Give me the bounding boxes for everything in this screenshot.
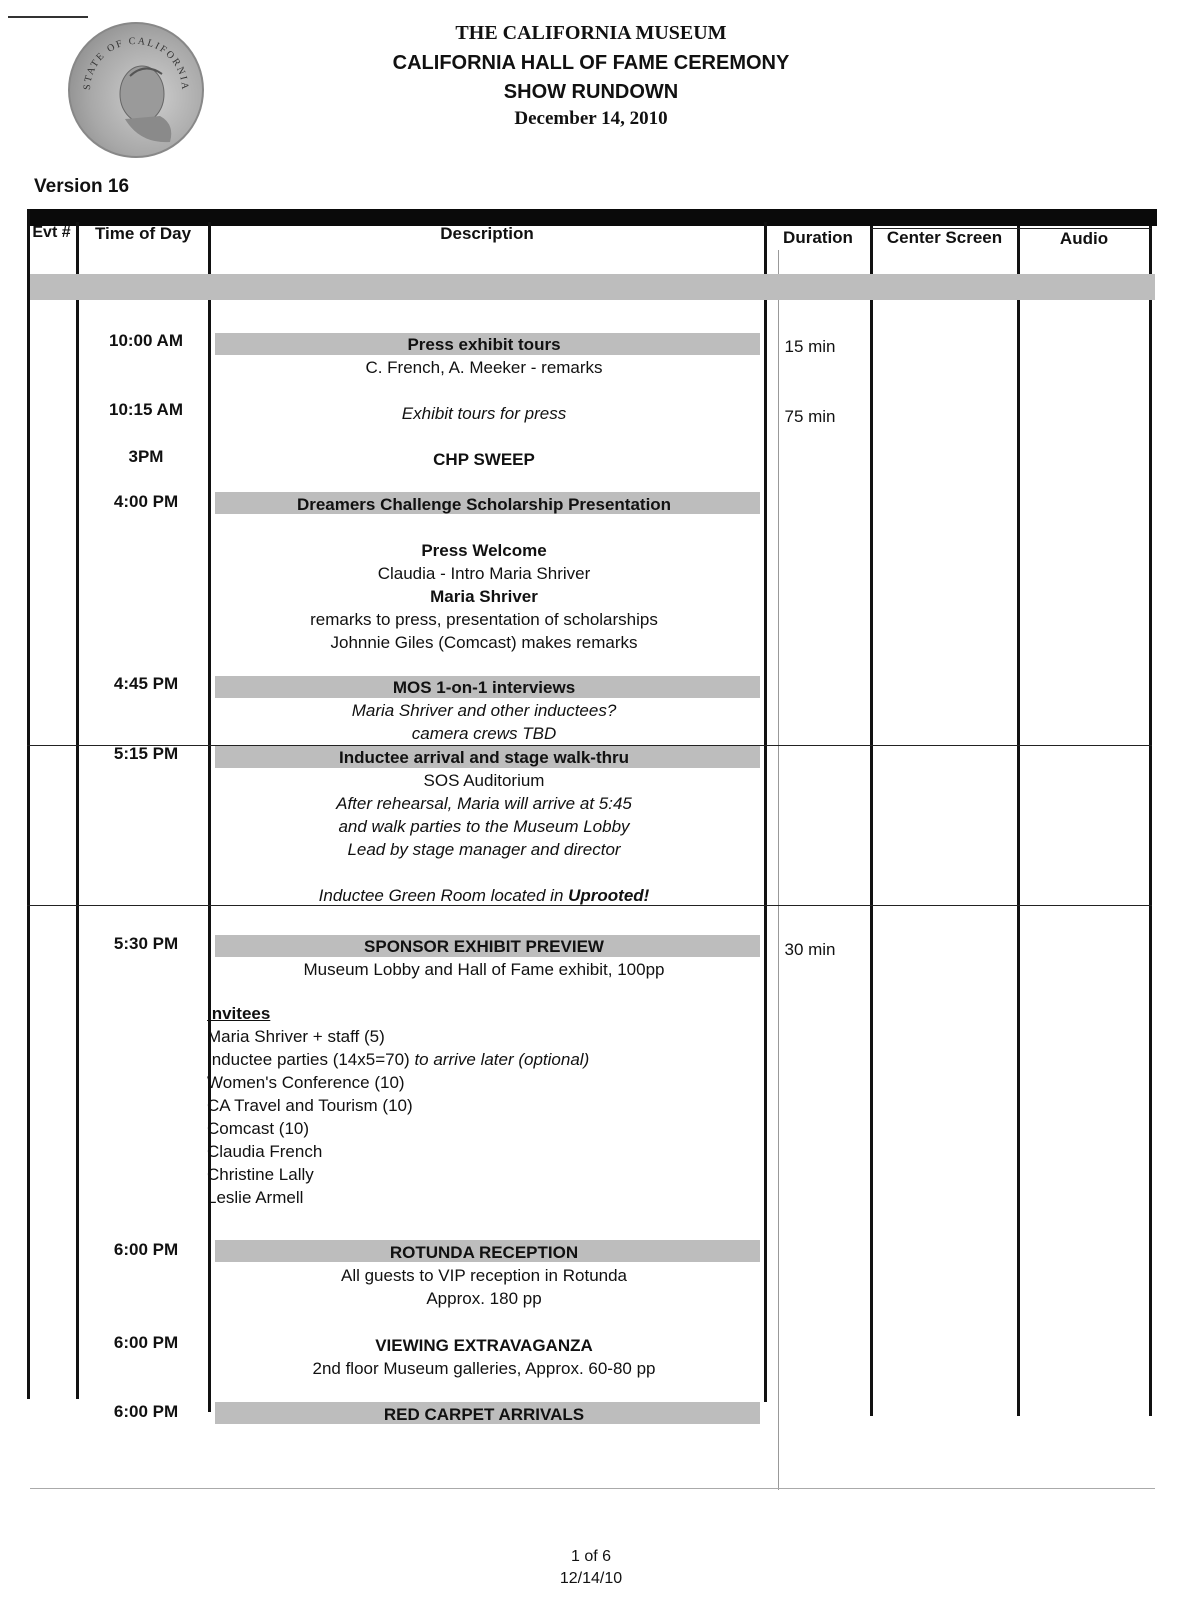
row-title: Dreamers Challenge Scholarship Presentation xyxy=(296,495,672,514)
row-title: RED CARPET ARRIVALS xyxy=(383,1405,585,1424)
row-time: 3PM xyxy=(128,447,164,466)
invitees-heading: Invitees xyxy=(207,1004,271,1023)
row-detail: All guests to VIP reception in Rotunda xyxy=(340,1266,628,1285)
row-time: 10:00 AM xyxy=(108,331,183,350)
invitee-item: CA Travel and Tourism (10) xyxy=(207,1096,413,1115)
seal-text: STATE OF CALIFORNIA xyxy=(81,35,191,92)
table-border-left xyxy=(27,209,30,1399)
invitee-item: Christine Lally xyxy=(207,1165,314,1184)
row-title: VIEWING EXTRAVAGANZA xyxy=(375,1336,593,1355)
col-divider-duration xyxy=(870,226,873,1416)
invitee-item: Women's Conference (10) xyxy=(207,1073,405,1092)
row-detail: After rehearsal, Maria will arrive at 5:45 xyxy=(336,794,632,813)
row-detail: camera crews TBD xyxy=(411,724,557,743)
row-duration: 75 min xyxy=(784,407,836,426)
row-duration: 30 min xyxy=(784,940,836,959)
row-detail: Johnnie Giles (Comcast) makes remarks xyxy=(330,633,638,652)
col-divider-desc xyxy=(764,222,767,1402)
row-time: 6:00 PM xyxy=(113,1240,179,1259)
col-header-audio: Audio xyxy=(1059,229,1109,248)
row-time: 4:00 PM xyxy=(113,492,179,511)
col-header-evt: Evt # xyxy=(32,224,71,241)
museum-title: THE CALIFORNIA MUSEUM xyxy=(455,22,727,44)
table-border-right xyxy=(1149,226,1152,1416)
invitee-item: Maria Shriver + staff (5) xyxy=(207,1027,385,1046)
row-subtitle: Press Welcome xyxy=(421,541,547,560)
row-detail: and walk parties to the Museum Lobby xyxy=(338,817,630,836)
row-detail xyxy=(210,886,758,906)
table-bottom-ghost xyxy=(30,1488,1155,1489)
row-time: 10:15 AM xyxy=(108,400,183,419)
row-detail: C. French, A. Meeker - remarks xyxy=(365,358,603,377)
row-detail: SOS Auditorium xyxy=(423,771,545,790)
document-date: December 14, 2010 xyxy=(514,108,668,129)
row-detail: Museum Lobby and Hall of Fame exhibit, 100pp xyxy=(303,960,665,979)
invitee-item xyxy=(207,1050,589,1070)
col-divider-evt xyxy=(76,222,79,1399)
page-number: 1 of 6 xyxy=(570,1548,612,1565)
row-title: Inductee arrival and stage walk-thru xyxy=(338,748,630,767)
row-title: ROTUNDA RECEPTION xyxy=(389,1243,579,1262)
row-time: 6:00 PM xyxy=(113,1402,179,1421)
col-header-description: Description xyxy=(440,224,534,243)
row-detail: Maria Shriver and other inductees? xyxy=(351,701,617,720)
row-duration: 15 min xyxy=(784,337,836,356)
header-shade-band xyxy=(30,274,1155,300)
row-detail: remarks to press, presentation of scholarships xyxy=(310,610,658,629)
col-header-center-screen: Center Screen xyxy=(886,228,1003,247)
show-title: SHOW RUNDOWN xyxy=(503,81,679,103)
row-time: 6:00 PM xyxy=(113,1333,179,1352)
row-title: MOS 1-on-1 interviews xyxy=(392,678,576,697)
row-detail: Approx. 180 pp xyxy=(426,1289,542,1308)
footer-date: 12/14/10 xyxy=(559,1570,623,1587)
row-detail: Exhibit tours for press xyxy=(401,404,567,423)
green-room-location: Uprooted! xyxy=(568,886,650,905)
corner-mark xyxy=(8,16,88,18)
invitee-item: Claudia French xyxy=(207,1142,323,1161)
col-header-time: Time of Day xyxy=(94,224,192,243)
version-label: Version 16 xyxy=(34,176,130,197)
col-divider-desc-ghost xyxy=(778,250,779,1490)
row-title: Press exhibit tours xyxy=(407,335,561,354)
col-divider-center xyxy=(1017,226,1020,1416)
row-time: 5:15 PM xyxy=(113,744,179,763)
row-detail: 2nd floor Museum galleries, Approx. 60-80 pp xyxy=(312,1359,656,1378)
invitee-item: Comcast (10) xyxy=(207,1119,310,1138)
row-time: 4:45 PM xyxy=(113,674,179,693)
ceremony-title: CALIFORNIA HALL OF FAME CEREMONY xyxy=(392,52,790,74)
invitee-item: Leslie Armell xyxy=(207,1188,304,1207)
row-title: SPONSOR EXHIBIT PREVIEW xyxy=(364,937,604,956)
row-title: CHP SWEEP xyxy=(433,450,535,469)
row-time: 5:30 PM xyxy=(113,934,179,953)
col-header-duration: Duration xyxy=(783,228,853,247)
row-subtitle: Maria Shriver xyxy=(430,587,538,606)
invitee-note: to arrive later (optional) xyxy=(414,1050,590,1069)
invitee-text: Inductee parties (14x5=70) xyxy=(207,1050,415,1069)
row-detail: Claudia - Intro Maria Shriver xyxy=(377,564,591,583)
row-detail: Lead by stage manager and director xyxy=(347,840,621,859)
green-room-text: Inductee Green Room located in xyxy=(318,886,569,905)
